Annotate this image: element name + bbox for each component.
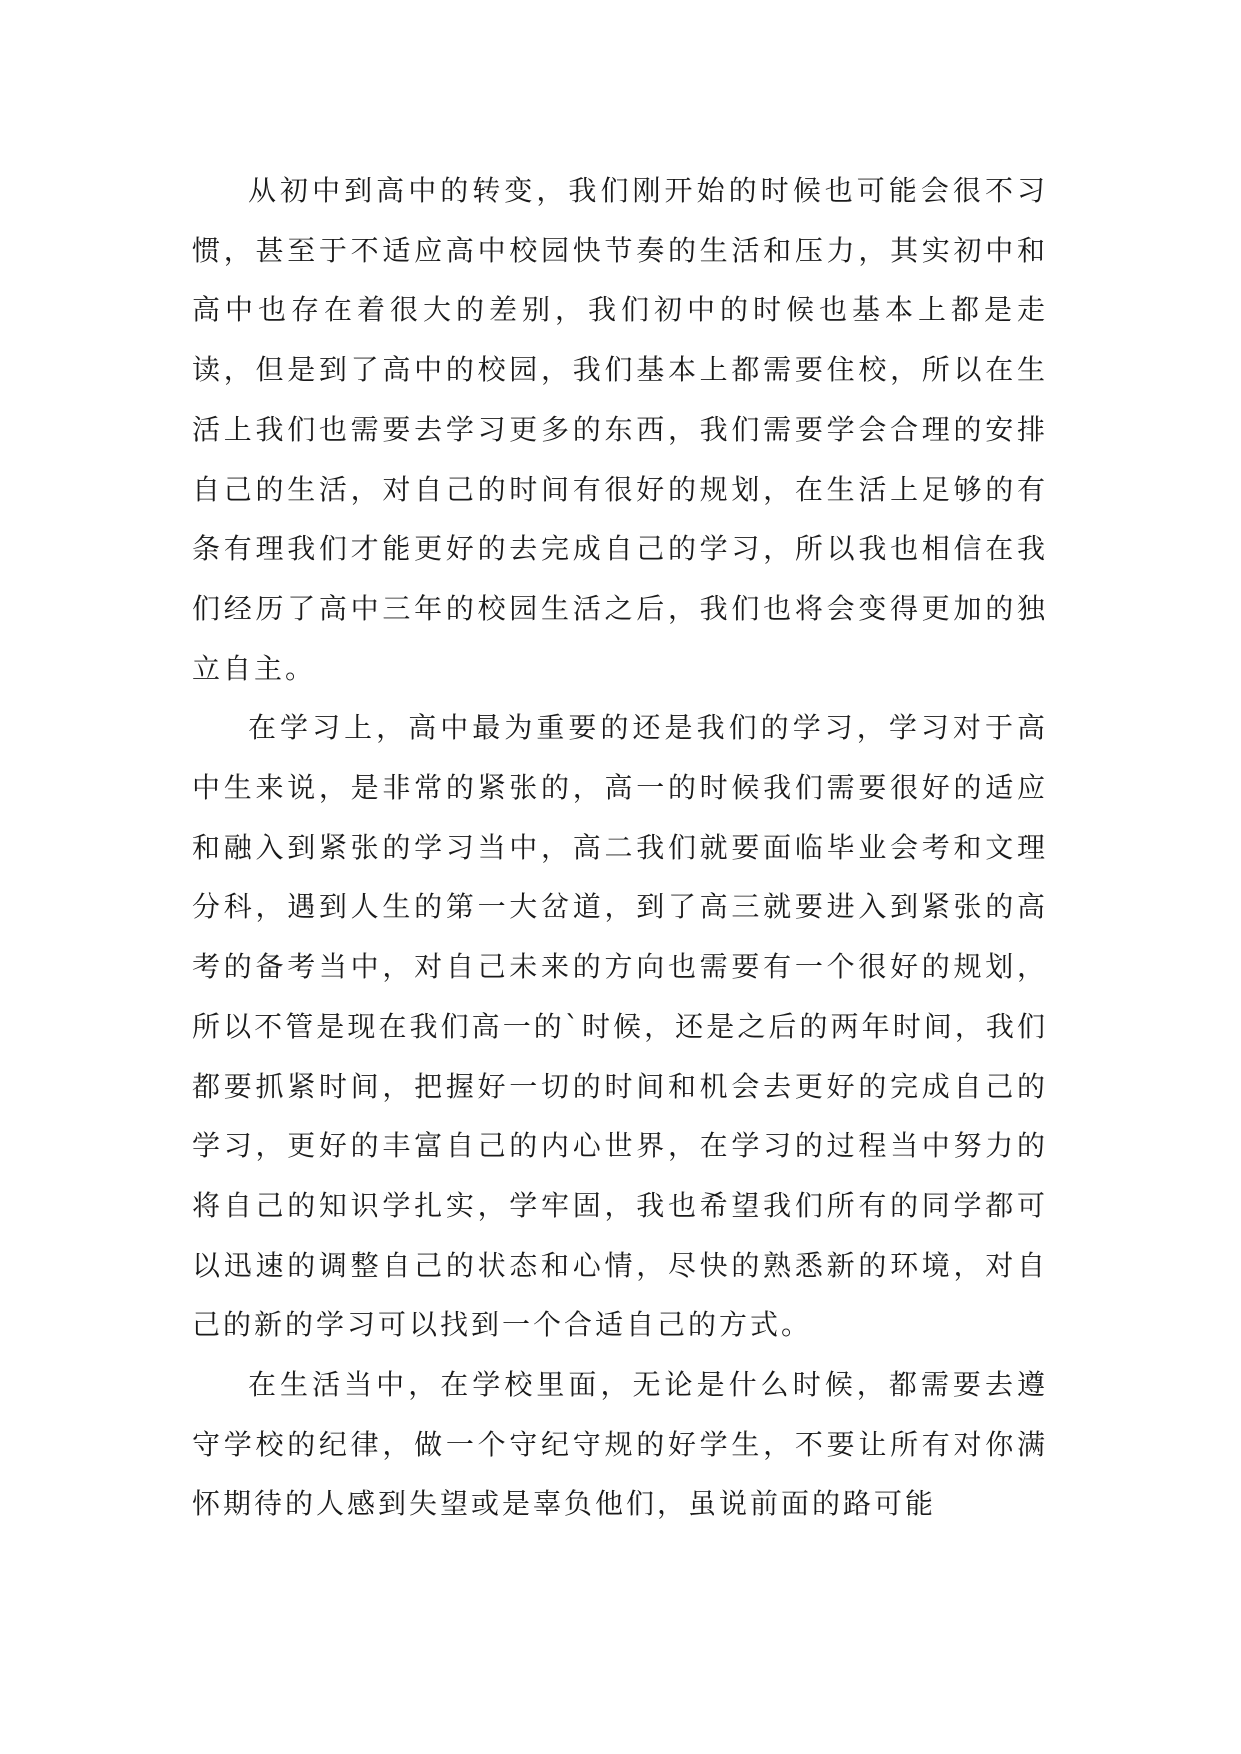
paragraph-1: 从初中到高中的转变，我们刚开始的时候也可能会很不习惯，甚至于不适应高中校园快节奏的生活和压力，其实初中和高中也存在着很大的差别，我们初中的时候也基本上都是走读，但是到了高中的校园，我们基本上都需要住校，所以在生活上我们也需要去学习更多的东西，我们需要学会合理的安排自己的生活，对自己的时间有很好的规划，在生活上足够的有条有理我们才能更好的去完成自己的学习，所以我也相信在我们经历了高中三年的校园生活之后，我们也将会变得更加的独立自主。	[192, 174, 1048, 685]
paragraph-2: 在学习上，高中最为重要的还是我们的学习，学习对于高中生来说，是非常的紧张的，高一的时候我们需要很好的适应和融入到紧张的学习当中，高二我们就要面临毕业会考和文理分科，遇到人生的第一大岔道，到了高三就要进入到紧张的高考的备考当中，对自己未来的方向也需要有一个很好的规划，所以不管是现在我们高一的`时候，还是之后的两年时间，我们都要抓紧时间，把握好一切的时间和机会去更好的完成自己的学习，更好的丰富自己的内心世界，在学习的过程当中努力的将自己的知识学扎实，学牢固，我也希望我们所有的同学都可以迅速的调整自己的状态和心情，尽快的熟悉新的环境，对自己的新的学习可以找到一个合适自己的方式。	[192, 711, 1048, 1342]
paragraph-3: 在生活当中，在学校里面，无论是什么时候，都需要去遵守学校的纪律，做一个守纪守规的好学生，不要让所有对你满怀期待的人感到失望或是辜负他们，虽说前面的路可能	[192, 1368, 1048, 1521]
document-body	[192, 161, 1048, 1534]
